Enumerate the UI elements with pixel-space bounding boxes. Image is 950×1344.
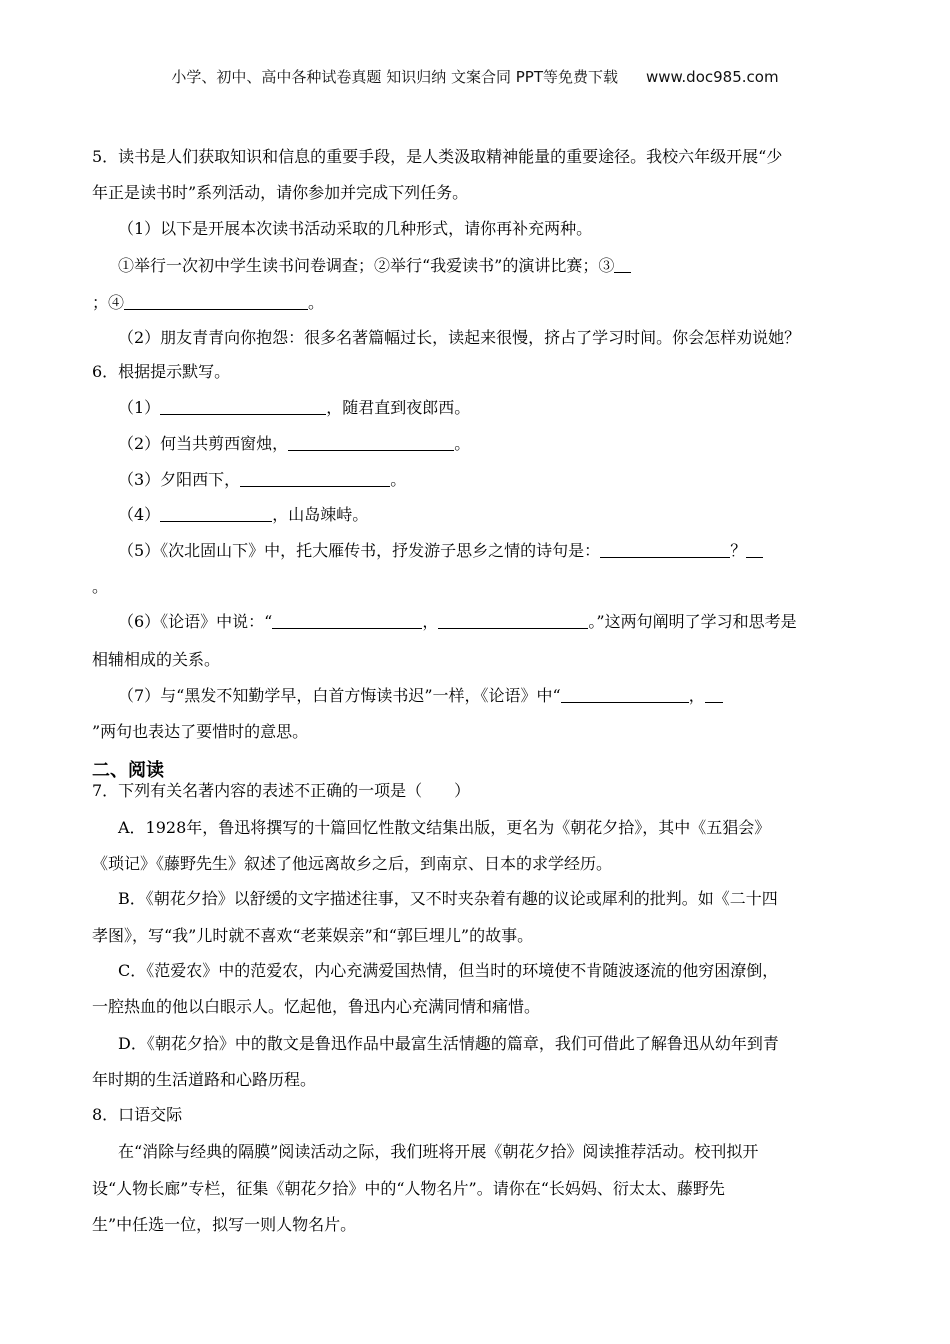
- q7-option-c-line1[interactable]: C．《范爱农》中的范爱农，内心充满爱国热情，但当时的环境使不肯随波逐流的他穷困潦倒，: [118, 961, 779, 980]
- q6-item2-prefix: （2）何当共剪西窗烛，: [118, 434, 289, 453]
- q5-sub1-line2: [92, 293, 324, 313]
- q6-blank-5a[interactable]: [600, 541, 730, 558]
- q6-blank-6b[interactable]: [438, 612, 588, 629]
- q5-sub1-line: [118, 256, 631, 276]
- q7-option-b-line1[interactable]: B．《朝花夕拾》以舒缓的文字描述往事，又不时夹杂着有趣的议论或犀利的批判。如《二十四: [118, 889, 778, 908]
- q6-item1-prefix: （1）: [118, 398, 161, 417]
- q8-line2: 设“人物长廊”专栏，征集《朝花夕拾》中的“人物名片”。请你在“长妈妈、衍太太、藤野先: [92, 1179, 725, 1198]
- q6-item6-mid: ，: [422, 612, 439, 631]
- q6-item5: [118, 541, 763, 561]
- q5-option4-prefix: ；④: [92, 293, 125, 312]
- q5-sub1: （1）以下是开展本次读书活动采取的几种形式，请你再补充两种。: [118, 219, 593, 238]
- q7-option-a-line2: 《琐记》《藤野先生》叙述了他远离故乡之后，到南京、日本的求学经历。: [92, 854, 613, 873]
- q6-title: 6．根据提示默写。: [92, 362, 231, 381]
- q5-blank-4[interactable]: [124, 293, 308, 310]
- q8-line3: 生”中任选一位，拟写一则人物名片。: [92, 1215, 357, 1234]
- q6-blank-2[interactable]: [288, 434, 454, 451]
- q6-item5-end: 。: [92, 577, 109, 596]
- q7-option-b-line2: 孝图》，写“我”儿时就不喜欢“老莱娱亲”和“郭巨埋儿”的故事。: [92, 926, 534, 945]
- q6-item3-prefix: （3）夕阳西下，: [118, 470, 241, 489]
- q5-blank-3[interactable]: [614, 256, 631, 273]
- q6-item3: [118, 470, 406, 490]
- q6-item7-line2: ”两句也表达了要惜时的意思。: [92, 722, 309, 741]
- header-text: 小学、初中、高中各种试卷真题 知识归纳 文案合同 PPT等免费下载: [171, 68, 618, 86]
- q7-title: 7．下列有关名著内容的表述不正确的一项是（ ）: [92, 781, 471, 800]
- q6-item7-prefix: （7）与“黑发不知勤学早，白首方悔读书迟”一样，《论语》中“: [118, 686, 561, 705]
- q7-option-c-line2: 一腔热血的他以白眼示人。忆起他，鲁迅内心充满同情和痛惜。: [92, 997, 541, 1016]
- q6-blank-3[interactable]: [240, 470, 390, 487]
- q5-line2: 年正是读书时”系列活动，请你参加并完成下列任务。: [92, 183, 469, 202]
- q7-option-d-line1[interactable]: D．《朝花夕拾》中的散文是鲁迅作品中最富生活情趣的篇章，我们可借此了解鲁迅从幼年到青: [118, 1034, 779, 1053]
- q6-item5-prefix: （5）《次北固山下》中，托大雁传书，抒发游子思乡之情的诗句是：: [118, 541, 601, 560]
- q6-blank-5b[interactable]: [746, 541, 763, 558]
- q6-item2: [118, 434, 470, 454]
- q6-blank-6a[interactable]: [272, 612, 422, 629]
- q6-item4-suffix: ，山岛竦峙。: [272, 505, 369, 524]
- page-header: [0, 66, 950, 87]
- q5-option4-suffix: 。: [308, 293, 325, 312]
- q6-item5-mid: ？: [730, 541, 747, 560]
- q6-item6-line2: 相辅相成的关系。: [92, 650, 221, 669]
- q6-blank-7b[interactable]: [705, 686, 723, 703]
- q6-item6-prefix: （6）《论语》中说：“: [118, 612, 273, 631]
- q6-item3-suffix: 。: [390, 470, 407, 489]
- q6-blank-1[interactable]: [160, 398, 326, 415]
- q6-item2-suffix: 。: [454, 434, 471, 453]
- q7-option-a-line1[interactable]: A．1928年，鲁迅将撰写的十篇回忆性散文结集出版，更名为《朝花夕拾》，其中《五猖会》: [118, 818, 771, 837]
- q6-item1-suffix: ，随君直到夜郎西。: [326, 398, 471, 417]
- q7-option-d-line2: 年时期的生活道路和心路历程。: [92, 1070, 317, 1089]
- q8-line1: 在“消除与经典的隔膜”阅读活动之际，我们班将开展《朝花夕拾》阅读推荐活动。校刊拟开: [118, 1142, 759, 1161]
- q6-item6: [118, 612, 797, 632]
- q6-blank-7a[interactable]: [561, 686, 689, 703]
- q5-options-text: ①举行一次初中学生读书问卷调查；②举行“我爱读书”的演讲比赛；③: [118, 256, 615, 275]
- q6-item1: [118, 398, 470, 418]
- q6-item6-suffix: 。”这两句阐明了学习和思考是: [588, 612, 797, 631]
- q8-title: 8．口语交际: [92, 1105, 183, 1124]
- q6-item4: [118, 505, 368, 525]
- header-url[interactable]: www.doc985.com: [645, 68, 779, 86]
- q5-line1: 5．读书是人们获取知识和信息的重要手段，是人类汲取精神能量的重要途径。我校六年级开展“少: [92, 147, 783, 166]
- q6-item4-prefix: （4）: [118, 505, 161, 524]
- q6-blank-4[interactable]: [160, 505, 272, 522]
- section-title: 二、阅读: [92, 760, 164, 781]
- q6-item7-mid: ，: [688, 686, 705, 705]
- q6-item7: [118, 686, 723, 706]
- q5-sub2: （2）朋友青青向你抱怨：很多名著篇幅过长，读起来很慢，挤占了学习时间。你会怎样劝说她？: [118, 328, 801, 347]
